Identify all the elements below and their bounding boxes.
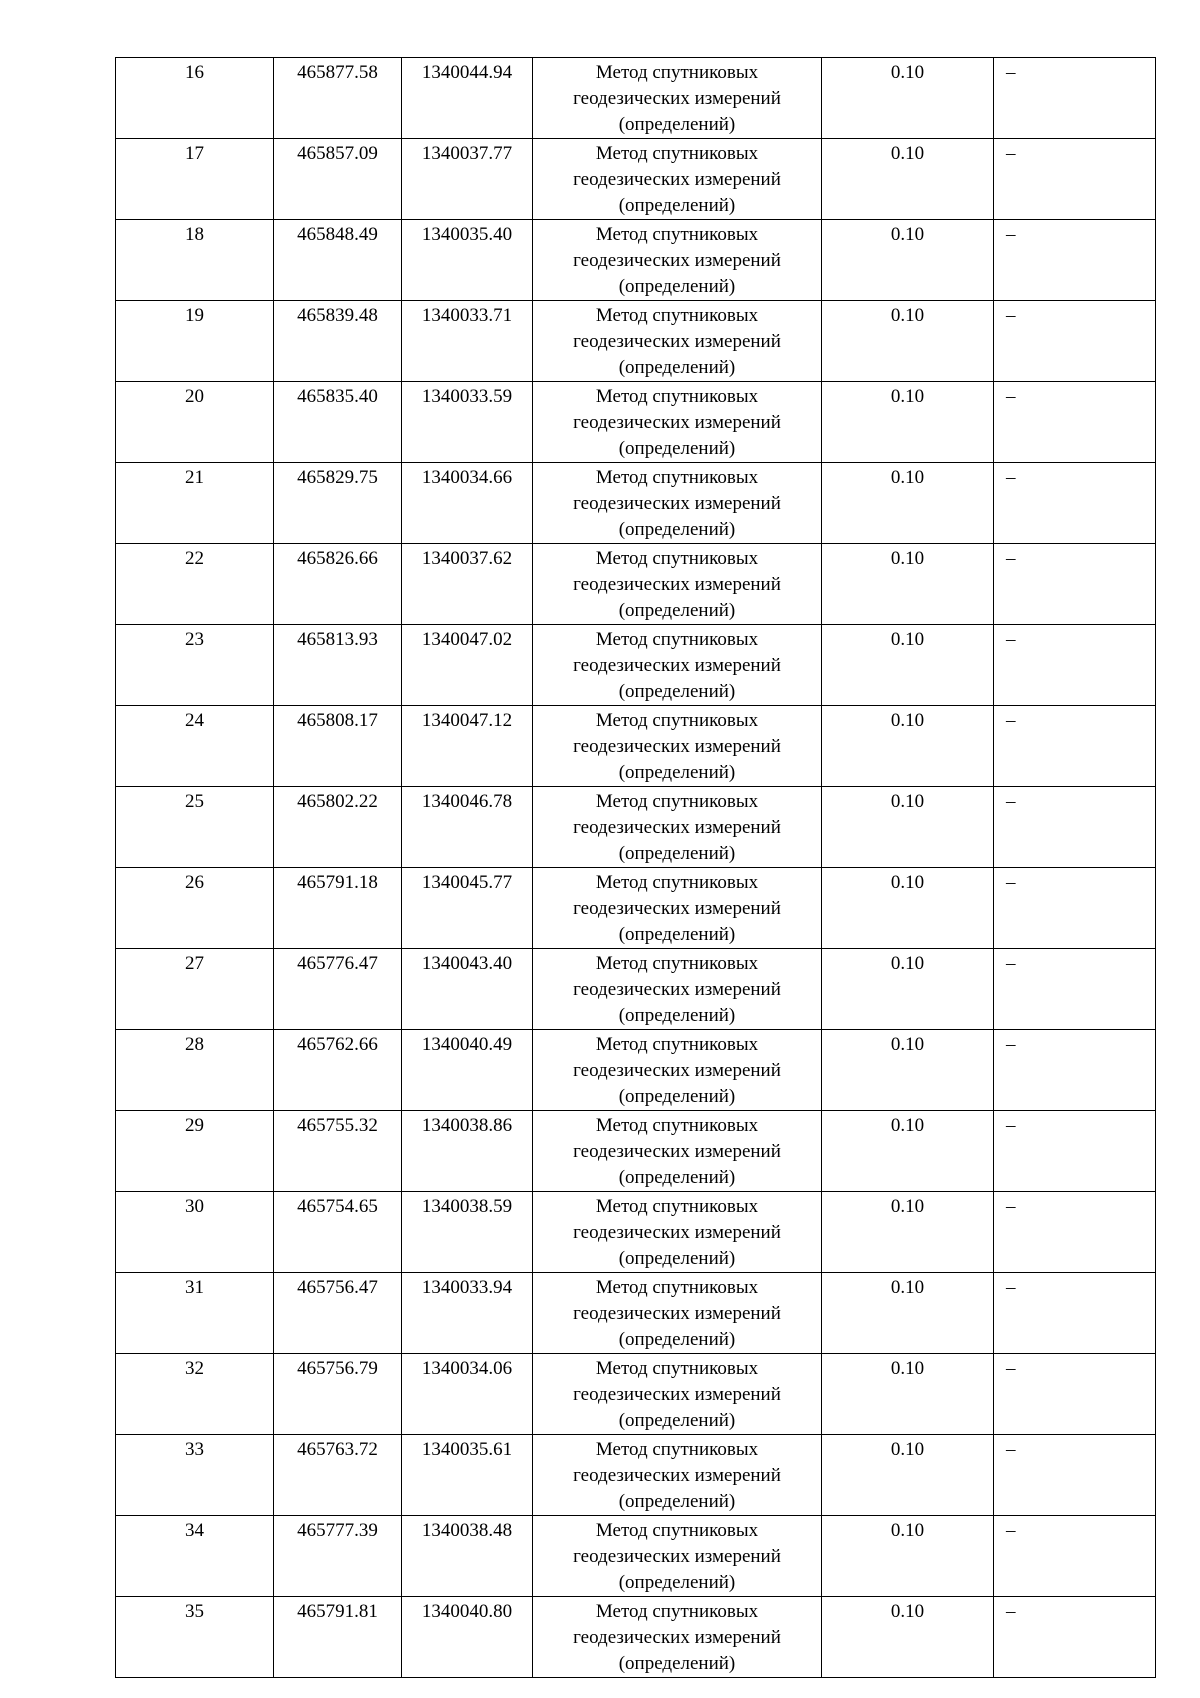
x-coordinate-cell: 465829.75 <box>274 463 402 544</box>
accuracy-cell: 0.10 <box>822 139 994 220</box>
table-row <box>116 787 1156 868</box>
table-row <box>116 220 1156 301</box>
accuracy-cell: 0.10 <box>822 1516 994 1597</box>
table-row <box>116 1597 1156 1678</box>
note-cell: – <box>994 949 1156 1030</box>
accuracy-cell: 0.10 <box>822 382 994 463</box>
y-coordinate-cell: 1340047.12 <box>402 706 533 787</box>
note-cell: – <box>994 1030 1156 1111</box>
y-coordinate-cell: 1340038.86 <box>402 1111 533 1192</box>
note-cell: – <box>994 1111 1156 1192</box>
table-row <box>116 1435 1156 1516</box>
y-coordinate-cell: 1340034.06 <box>402 1354 533 1435</box>
point-number-cell: 31 <box>116 1273 274 1354</box>
x-coordinate-cell: 465802.22 <box>274 787 402 868</box>
method-cell: Метод спутниковых геодезических измерений (определений) <box>533 544 822 625</box>
accuracy-cell: 0.10 <box>822 1597 994 1678</box>
note-cell: – <box>994 58 1156 139</box>
point-number-cell: 19 <box>116 301 274 382</box>
note-cell: – <box>994 706 1156 787</box>
point-number-cell: 27 <box>116 949 274 1030</box>
method-cell: Метод спутниковых геодезических измерений (определений) <box>533 1192 822 1273</box>
table-row <box>116 1354 1156 1435</box>
point-number-cell: 34 <box>116 1516 274 1597</box>
x-coordinate-cell: 465755.32 <box>274 1111 402 1192</box>
y-coordinate-cell: 1340040.49 <box>402 1030 533 1111</box>
y-coordinate-cell: 1340034.66 <box>402 463 533 544</box>
method-cell: Метод спутниковых геодезических измерений (определений) <box>533 1516 822 1597</box>
accuracy-cell: 0.10 <box>822 949 994 1030</box>
method-cell: Метод спутниковых геодезических измерений (определений) <box>533 1597 822 1678</box>
accuracy-cell: 0.10 <box>822 58 994 139</box>
point-number-cell: 33 <box>116 1435 274 1516</box>
table-row <box>116 1516 1156 1597</box>
x-coordinate-cell: 465756.47 <box>274 1273 402 1354</box>
note-cell: – <box>994 382 1156 463</box>
x-coordinate-cell: 465826.66 <box>274 544 402 625</box>
point-number-cell: 22 <box>116 544 274 625</box>
x-coordinate-cell: 465835.40 <box>274 382 402 463</box>
x-coordinate-cell: 465813.93 <box>274 625 402 706</box>
note-cell: – <box>994 301 1156 382</box>
x-coordinate-cell: 465754.65 <box>274 1192 402 1273</box>
accuracy-cell: 0.10 <box>822 1435 994 1516</box>
method-cell: Метод спутниковых геодезических измерений (определений) <box>533 58 822 139</box>
note-cell: – <box>994 1273 1156 1354</box>
method-cell: Метод спутниковых геодезических измерений (определений) <box>533 949 822 1030</box>
method-cell: Метод спутниковых геодезических измерений (определений) <box>533 706 822 787</box>
accuracy-cell: 0.10 <box>822 1273 994 1354</box>
accuracy-cell: 0.10 <box>822 544 994 625</box>
coordinates-table <box>115 57 1156 1678</box>
y-coordinate-cell: 1340044.94 <box>402 58 533 139</box>
table-row <box>116 58 1156 139</box>
table-row <box>116 868 1156 949</box>
point-number-cell: 26 <box>116 868 274 949</box>
y-coordinate-cell: 1340038.48 <box>402 1516 533 1597</box>
note-cell: – <box>994 220 1156 301</box>
accuracy-cell: 0.10 <box>822 868 994 949</box>
x-coordinate-cell: 465877.58 <box>274 58 402 139</box>
table-row <box>116 1273 1156 1354</box>
method-cell: Метод спутниковых геодезических измерений (определений) <box>533 1435 822 1516</box>
table-row <box>116 706 1156 787</box>
y-coordinate-cell: 1340035.40 <box>402 220 533 301</box>
x-coordinate-cell: 465839.48 <box>274 301 402 382</box>
method-cell: Метод спутниковых геодезических измерений (определений) <box>533 1030 822 1111</box>
x-coordinate-cell: 465857.09 <box>274 139 402 220</box>
method-cell: Метод спутниковых геодезических измерений (определений) <box>533 1111 822 1192</box>
accuracy-cell: 0.10 <box>822 301 994 382</box>
coordinates-table-body <box>116 58 1156 1678</box>
table-row <box>116 949 1156 1030</box>
accuracy-cell: 0.10 <box>822 787 994 868</box>
point-number-cell: 28 <box>116 1030 274 1111</box>
note-cell: – <box>994 868 1156 949</box>
x-coordinate-cell: 465756.79 <box>274 1354 402 1435</box>
y-coordinate-cell: 1340040.80 <box>402 1597 533 1678</box>
x-coordinate-cell: 465848.49 <box>274 220 402 301</box>
note-cell: – <box>994 139 1156 220</box>
accuracy-cell: 0.10 <box>822 1111 994 1192</box>
accuracy-cell: 0.10 <box>822 706 994 787</box>
point-number-cell: 20 <box>116 382 274 463</box>
x-coordinate-cell: 465776.47 <box>274 949 402 1030</box>
x-coordinate-cell: 465791.81 <box>274 1597 402 1678</box>
method-cell: Метод спутниковых геодезических измерений (определений) <box>533 301 822 382</box>
point-number-cell: 23 <box>116 625 274 706</box>
accuracy-cell: 0.10 <box>822 1030 994 1111</box>
y-coordinate-cell: 1340037.62 <box>402 544 533 625</box>
point-number-cell: 30 <box>116 1192 274 1273</box>
table-row <box>116 625 1156 706</box>
accuracy-cell: 0.10 <box>822 625 994 706</box>
x-coordinate-cell: 465777.39 <box>274 1516 402 1597</box>
x-coordinate-cell: 465763.72 <box>274 1435 402 1516</box>
table-row <box>116 1030 1156 1111</box>
note-cell: – <box>994 1354 1156 1435</box>
method-cell: Метод спутниковых геодезических измерений (определений) <box>533 220 822 301</box>
note-cell: – <box>994 1516 1156 1597</box>
point-number-cell: 25 <box>116 787 274 868</box>
x-coordinate-cell: 465808.17 <box>274 706 402 787</box>
note-cell: – <box>994 1435 1156 1516</box>
x-coordinate-cell: 465791.18 <box>274 868 402 949</box>
point-number-cell: 35 <box>116 1597 274 1678</box>
y-coordinate-cell: 1340046.78 <box>402 787 533 868</box>
table-row <box>116 1111 1156 1192</box>
table-row <box>116 139 1156 220</box>
table-row <box>116 544 1156 625</box>
y-coordinate-cell: 1340045.77 <box>402 868 533 949</box>
y-coordinate-cell: 1340043.40 <box>402 949 533 1030</box>
point-number-cell: 21 <box>116 463 274 544</box>
table-row <box>116 463 1156 544</box>
method-cell: Метод спутниковых геодезических измерений (определений) <box>533 1273 822 1354</box>
accuracy-cell: 0.10 <box>822 1192 994 1273</box>
y-coordinate-cell: 1340033.59 <box>402 382 533 463</box>
point-number-cell: 16 <box>116 58 274 139</box>
point-number-cell: 32 <box>116 1354 274 1435</box>
y-coordinate-cell: 1340033.71 <box>402 301 533 382</box>
method-cell: Метод спутниковых геодезических измерений (определений) <box>533 868 822 949</box>
accuracy-cell: 0.10 <box>822 220 994 301</box>
y-coordinate-cell: 1340037.77 <box>402 139 533 220</box>
x-coordinate-cell: 465762.66 <box>274 1030 402 1111</box>
method-cell: Метод спутниковых геодезических измерений (определений) <box>533 463 822 544</box>
point-number-cell: 17 <box>116 139 274 220</box>
point-number-cell: 18 <box>116 220 274 301</box>
note-cell: – <box>994 544 1156 625</box>
method-cell: Метод спутниковых геодезических измерений (определений) <box>533 382 822 463</box>
point-number-cell: 24 <box>116 706 274 787</box>
note-cell: – <box>994 463 1156 544</box>
point-number-cell: 29 <box>116 1111 274 1192</box>
note-cell: – <box>994 1597 1156 1678</box>
table-row <box>116 382 1156 463</box>
method-cell: Метод спутниковых геодезических измерений (определений) <box>533 787 822 868</box>
method-cell: Метод спутниковых геодезических измерений (определений) <box>533 1354 822 1435</box>
table-row <box>116 301 1156 382</box>
accuracy-cell: 0.10 <box>822 1354 994 1435</box>
note-cell: – <box>994 625 1156 706</box>
y-coordinate-cell: 1340047.02 <box>402 625 533 706</box>
y-coordinate-cell: 1340035.61 <box>402 1435 533 1516</box>
method-cell: Метод спутниковых геодезических измерений (определений) <box>533 139 822 220</box>
y-coordinate-cell: 1340038.59 <box>402 1192 533 1273</box>
note-cell: – <box>994 1192 1156 1273</box>
accuracy-cell: 0.10 <box>822 463 994 544</box>
note-cell: – <box>994 787 1156 868</box>
y-coordinate-cell: 1340033.94 <box>402 1273 533 1354</box>
method-cell: Метод спутниковых геодезических измерений (определений) <box>533 625 822 706</box>
table-row <box>116 1192 1156 1273</box>
